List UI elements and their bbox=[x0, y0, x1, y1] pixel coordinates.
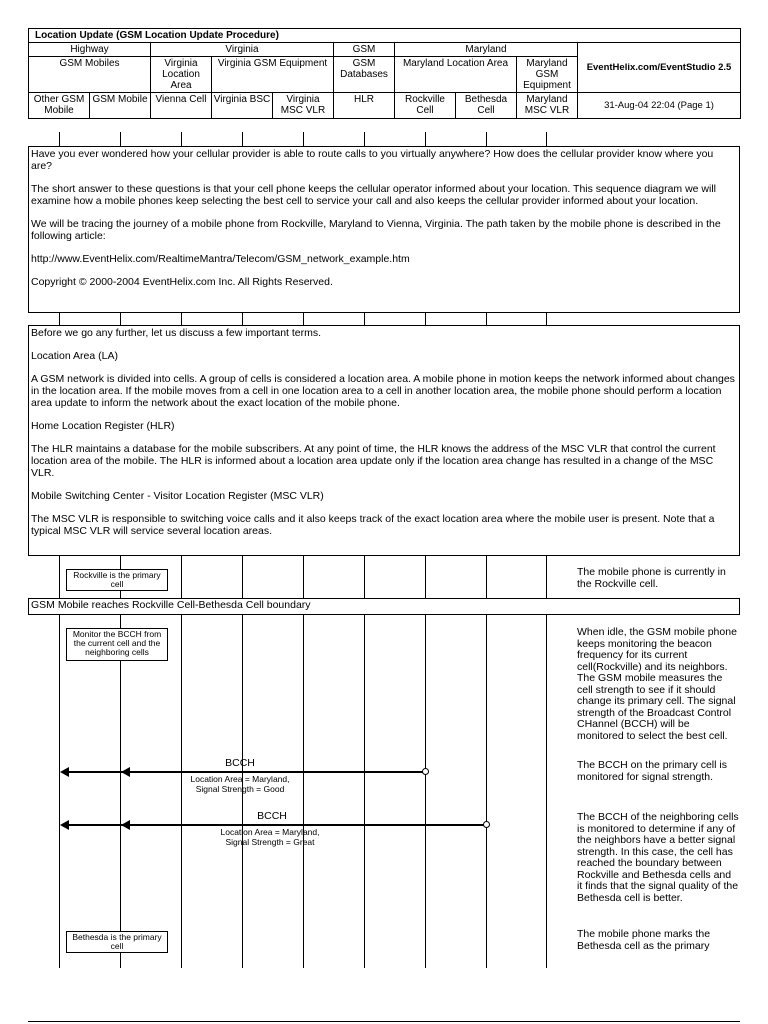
msg2-arrowhead-other bbox=[60, 820, 69, 830]
msg1-arrowhead-other bbox=[60, 767, 69, 777]
group-highway: Highway bbox=[29, 43, 151, 57]
term-desc-hlr: The HLR maintains a database for the mobile subscribers. At any point of time, the HLR knows the address of the MSC VLR that control the current location area of the mobile. The HLR is informed about a location area update only if the location area change has resulted in a change of the MSC VLR. bbox=[31, 443, 716, 479]
side-bethesda: The mobile phone marks the Bethesda cell as the primary bbox=[577, 928, 711, 952]
side-msg1: The BCCH on the primary cell is monitored for signal strength. bbox=[577, 759, 727, 783]
date-label: 31-Aug-04 22:04 (Page 1) bbox=[578, 93, 741, 119]
msg1-label: BCCH bbox=[225, 757, 255, 769]
subgroup-virginia-la: Virginia Location Area bbox=[151, 57, 212, 93]
copyright: Copyright © 2000-2004 EventHelix.com Inc. All Rights Reserved. bbox=[31, 276, 333, 288]
msg1-param-la: Location Area = Maryland, bbox=[190, 774, 290, 784]
note-rockville-primary: Rockville is the primary cell bbox=[66, 569, 168, 591]
msg1-arrowhead-mobile bbox=[121, 767, 130, 777]
term-desc-la: A GSM network is divided into cells. A group of cells is considered a location area. A mobile phone in motion keeps the network informed about changes in the location area. If the mobile moves from a cell in one location area to a cell in another location area, the mobile phone should perform a location area update to inform the network about the exact location of the mobile phone. bbox=[31, 373, 735, 409]
side-rockville: The mobile phone is currently in the Rockville cell. bbox=[577, 566, 726, 590]
header-table bbox=[28, 28, 741, 119]
msg2-param-la: Location Area = Maryland, bbox=[220, 827, 320, 837]
group-virginia: Virginia bbox=[151, 43, 334, 57]
group-gsm: GSM bbox=[334, 43, 395, 57]
msg2-arrowhead-mobile bbox=[121, 820, 130, 830]
entity-virginia-msc-vlr: Virginia MSC VLR bbox=[273, 93, 334, 119]
entity-virginia-bsc: Virginia BSC bbox=[212, 93, 273, 119]
intro-paragraph: We will be tracing the journey of a mobile phone from Rockville, Maryland to Vienna, Virginia. The path taken by the mobile phone is described in the following article: bbox=[31, 218, 721, 242]
entity-gsm-mobile: GSM Mobile bbox=[90, 93, 151, 119]
entity-hlr: HLR bbox=[334, 93, 395, 119]
term-heading-msc: Mobile Switching Center - Visitor Location Register (MSC VLR) bbox=[31, 490, 324, 502]
msg2-param-signal: Signal Strength = Great bbox=[225, 837, 315, 847]
msg1-origin bbox=[422, 768, 429, 775]
msg2-label: BCCH bbox=[257, 810, 287, 822]
subgroup-gsm-mobiles: GSM Mobiles bbox=[29, 57, 151, 93]
next-page-border bbox=[28, 1021, 740, 1022]
entity-other-gsm-mobile: Other GSM Mobile bbox=[29, 93, 90, 119]
entity-bethesda-cell: Bethesda Cell bbox=[456, 93, 517, 119]
intro-paragraph: The short answer to these questions is that your cell phone keeps the cellular operator informed about your location. This sequence diagram we will examine how a mobile phones keep selecting the best cell to service your call and also keeps the cellular provider informed about your location. bbox=[31, 183, 717, 207]
terms-box bbox=[28, 325, 740, 556]
term-heading-hlr: Home Location Register (HLR) bbox=[31, 420, 175, 432]
terms-intro: Before we go any further, let us discuss a few important terms. bbox=[31, 327, 322, 339]
term-desc-msc: The MSC VLR is responsible to switching voice calls and it also keeps track of the exact location area where the mobile user is present. Note that a typical MSC VLR will service several location areas. bbox=[31, 513, 715, 537]
msg1-arrow bbox=[62, 771, 424, 773]
msg2-origin bbox=[483, 821, 490, 828]
entity-maryland-msc-vlr: Maryland MSC VLR bbox=[517, 93, 578, 119]
side-idle: When idle, the GSM mobile phone keeps monitoring the beacon frequency for its current cell(Rockville) and its neighbors. The GSM mobile measures the cell strength to see if it should change its primary cell. The signal strength of the Broadcast Control CHannel (BCCH) will be monitored to select the best cell. bbox=[577, 626, 737, 742]
intro-box bbox=[28, 146, 740, 313]
section-boundary: GSM Mobile reaches Rockville Cell-Bethesda Cell boundary bbox=[28, 598, 740, 615]
article-link[interactable]: http://www.EventHelix.com/RealtimeMantra/Telecom/GSM_network_example.htm bbox=[31, 253, 410, 265]
subgroup-maryland-equipment: Maryland GSM Equipment bbox=[517, 57, 578, 93]
brand-label: EventHelix.com/EventStudio 2.5 bbox=[578, 43, 741, 93]
subgroup-maryland-la: Maryland Location Area bbox=[395, 57, 517, 93]
note-bethesda-primary: Bethesda is the primary cell bbox=[66, 931, 168, 953]
entity-rockville-cell: Rockville Cell bbox=[395, 93, 456, 119]
term-heading-la: Location Area (LA) bbox=[31, 350, 118, 362]
diagram-title: Location Update (GSM Location Update Procedure) bbox=[29, 29, 741, 43]
note-monitor-bcch: Monitor the BCCH from the current cell and the neighboring cells bbox=[66, 628, 168, 661]
intro-paragraph: Have you ever wondered how your cellular provider is able to route calls to you virtually anywhere? How does the cellular provider know where you are? bbox=[31, 148, 714, 172]
side-msg2: The BCCH of the neighboring cells is monitored to determine if any of the neighbors have a better signal strength. In this case, the cell has reached the boundary between Rockville and Bethesda cells and it finds that the signal quality of the Bethesda cell is better. bbox=[577, 811, 739, 904]
subgroup-virginia-equipment: Virginia GSM Equipment bbox=[212, 57, 334, 93]
msg1-param-signal: Signal Strength = Good bbox=[195, 784, 285, 794]
subgroup-gsm-databases: GSM Databases bbox=[334, 57, 395, 93]
group-maryland: Maryland bbox=[395, 43, 578, 57]
entity-vienna-cell: Vienna Cell bbox=[151, 93, 212, 119]
